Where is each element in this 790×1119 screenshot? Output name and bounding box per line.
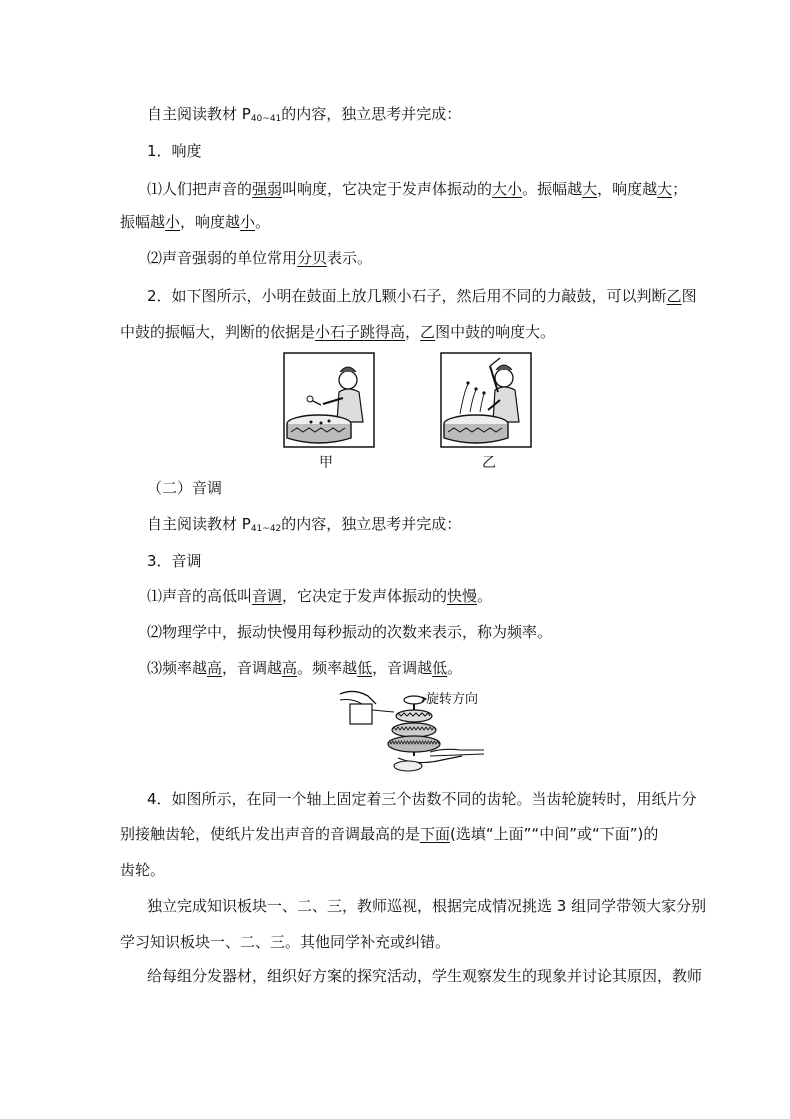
answer-blank: 小石子跳得高	[315, 323, 406, 341]
answer-blank: 低	[357, 659, 373, 677]
frequency-definition: ⑵物理学中，振动快慢用每秒振动的次数来表示，称为频率。	[147, 623, 553, 641]
drum-figure-yi	[440, 352, 532, 448]
drum-figure-jia	[283, 352, 375, 448]
answer-blank: 低	[432, 659, 448, 677]
section-heading-loudness: 1．响度	[147, 142, 202, 160]
section-heading-pitch: （二）音调	[147, 479, 223, 497]
drum-label-jia: 甲	[319, 455, 333, 471]
drum-illustration-jia	[283, 352, 375, 448]
loudness-definition: ⑴人们把声音的强弱叫响度，它决定于发声体振动的大小。振幅越大，响度越大；	[147, 180, 688, 198]
answer-blank: 大	[657, 180, 673, 198]
answer-blank: 强弱	[252, 180, 283, 198]
loudness-unit: ⑵声音强弱的单位常用分贝表示。	[147, 249, 373, 267]
teacher-note-2: 给每组分发器材，组织好方案的探究活动，学生观察发生的现象并讨论其原因，教师	[147, 967, 703, 985]
teacher-note-1: 独立完成知识板块一、二、三，教师巡视，根据完成情况挑选 3 组同学带领大家分别	[147, 897, 707, 915]
drum-label-yi: 乙	[482, 455, 496, 471]
answer-blank: 高	[207, 659, 223, 677]
answer-blank: 下面	[420, 825, 451, 843]
answer-blank: 小	[165, 213, 181, 231]
rotation-direction-label: 旋转方向	[426, 692, 479, 707]
question-4: 4．如图所示，在同一个轴上固定着三个齿数不同的齿轮。当齿轮旋转时，用纸片分	[147, 790, 697, 808]
reading-instruction-2: 自主阅读教材 $P_{41\sim 42}$的内容，独立思考并完成：	[147, 515, 462, 534]
question-2-cont: 中鼓的振幅大，判断的依据是小石子跳得高，乙图中鼓的响度大。	[120, 323, 556, 341]
loudness-definition-cont: 振幅越小，响度越小。	[120, 213, 271, 231]
answer-blank: 乙	[666, 287, 682, 305]
reading-instruction-1: 自主阅读教材 $P_{40\sim 41}$的内容，独立思考并完成：	[147, 105, 462, 124]
section-heading-pitch-3: 3．音调	[147, 552, 202, 570]
teacher-note-1-cont: 学习知识板块一、二、三。其他同学补充或纠错。	[120, 933, 451, 951]
answer-blank: 音调	[252, 587, 283, 605]
answer-blank: 乙	[420, 323, 436, 341]
answer-blank: 分贝	[297, 249, 328, 267]
question-2: 2．如下图所示，小明在鼓面上放几颗小石子，然后用不同的力敲鼓，可以判断乙图	[147, 287, 697, 305]
pitch-definition: ⑴声音的高低叫音调，它决定于发声体振动的快慢。	[147, 587, 493, 605]
drum-illustration-yi	[440, 352, 532, 448]
answer-blank: 快慢	[447, 587, 478, 605]
frequency-pitch-relation: ⑶频率越高，音调越高。频率越低，音调越低。	[147, 659, 463, 677]
answer-blank: 大	[582, 180, 598, 198]
answer-blank: 高	[282, 659, 298, 677]
answer-blank: 大小	[492, 180, 523, 198]
question-4-end: 齿轮。	[120, 861, 166, 879]
answer-blank: 小	[240, 213, 256, 231]
question-4-cont: 别接触齿轮，使纸片发出声音的音调最高的是下面(选填“上面”“中间”或“下面”)的	[120, 825, 659, 843]
